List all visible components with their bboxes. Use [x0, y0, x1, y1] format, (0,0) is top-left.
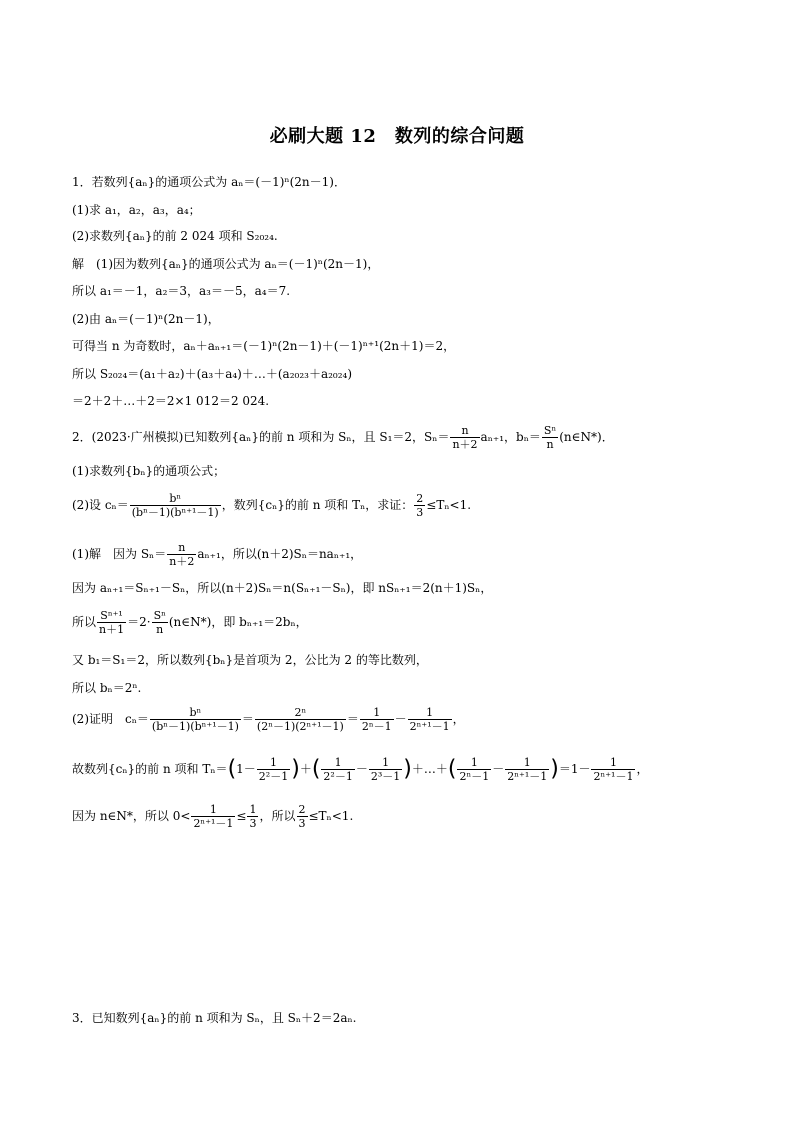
text: 2．(2023·广州模拟)已知数列{aₙ}的前 n 项和为 Sₙ，且 S₁＝2，Sₙ＝ — [72, 430, 450, 444]
text: aₙ₊₁，bₙ＝ — [480, 430, 541, 444]
denominator: n＋1 — [99, 623, 125, 636]
text: ≤Tₙ<1. — [426, 498, 472, 512]
fraction — [257, 756, 290, 783]
solution-2-line — [72, 706, 465, 733]
fraction — [297, 803, 308, 830]
paren: ( — [227, 756, 237, 782]
denominator: 2²－1 — [258, 770, 289, 783]
denominator: n＋2 — [452, 438, 478, 451]
numerator: 1 — [257, 756, 290, 770]
denominator: n — [156, 623, 164, 636]
page-title: 必刷大题 12 数列的综合问题 — [269, 126, 525, 147]
text: 因为 n∈N*，所以 0< — [72, 809, 191, 823]
fraction — [150, 706, 241, 733]
problem-1-part-2: (2)求数列{aₙ}的前 2 024 项和 S₂₀₂₄. — [72, 229, 278, 243]
problem-2-statement — [72, 424, 614, 451]
text: － — [355, 762, 368, 776]
solution-1-line: 可得当 n 为奇数时，aₙ＋aₙ₊₁＝(－1)ⁿ(2n－1)＋(－1)ⁿ⁺¹(2n＋1)＝2， — [72, 339, 456, 353]
fraction — [130, 492, 221, 519]
denominator: 3 — [298, 817, 306, 830]
fraction — [167, 541, 196, 568]
solution-1-line: (2)由 aₙ＝(－1)ⁿ(2n－1)， — [72, 312, 220, 326]
denominator: 3 — [416, 506, 424, 519]
numerator: 1 — [408, 706, 452, 720]
problem-3-statement: 3．已知数列{aₙ}的前 n 项和为 Sₙ，且 Sₙ＋2＝2aₙ. — [72, 1011, 357, 1025]
numerator: bⁿ — [130, 492, 221, 506]
numerator: 1 — [369, 756, 402, 770]
denominator: 2ⁿ－1 — [459, 770, 490, 783]
solution-2-line — [72, 756, 648, 783]
text: ＝ — [241, 712, 254, 726]
solution-1-line: ＝2＋2＋…＋2＝2×1 012＝2 024. — [72, 394, 270, 408]
paren: ( — [447, 756, 457, 782]
denominator: 3 — [249, 817, 257, 830]
text: 1－ — [236, 762, 256, 776]
text: ＋ — [299, 762, 312, 776]
fraction — [247, 803, 258, 830]
denominator: (bⁿ－1)(bⁿ⁺¹－1) — [151, 720, 239, 733]
fraction — [542, 424, 558, 451]
fraction — [321, 756, 354, 783]
denominator: (2ⁿ－1)(2ⁿ⁺¹－1) — [256, 720, 344, 733]
numerator: 1 — [505, 756, 549, 770]
text: (1)解 因为 Sₙ＝ — [72, 547, 167, 561]
denominator: (bⁿ－1)(bⁿ⁺¹－1) — [131, 506, 219, 519]
denominator: 2²－1 — [323, 770, 353, 783]
text: (n∈N*)，即 bₙ₊₁＝2bₙ， — [168, 615, 308, 629]
denominator: n＋2 — [169, 555, 195, 568]
numerator: Sⁿ⁺¹ — [97, 609, 126, 623]
numerator: 2 — [298, 803, 306, 816]
text: 所以 — [72, 615, 97, 629]
numerator: 1 — [591, 756, 635, 770]
paren: ( — [311, 756, 321, 782]
fraction — [191, 803, 235, 830]
fraction — [255, 706, 346, 733]
text: ， — [452, 712, 465, 726]
solution-1-line: 所以 a₁＝－1，a₂＝3，a₃＝－5，a₄＝7. — [72, 284, 291, 298]
paren: ) — [550, 756, 559, 782]
denominator: 2ⁿ－1 — [361, 720, 392, 733]
numerator: n — [167, 541, 196, 555]
text: (n∈N*)． — [559, 430, 614, 444]
numerator: Sⁿ — [153, 609, 166, 622]
problem-1-part-1: (1)求 a₁，a₂，a₃，a₄； — [72, 203, 201, 217]
denominator: 2ⁿ⁺¹－1 — [593, 770, 634, 783]
fraction — [450, 424, 479, 451]
numerator: bⁿ — [150, 706, 241, 720]
solution-2-line: 又 b₁＝S₁＝2，所以数列{bₙ}是首项为 2，公比为 2 的等比数列， — [72, 653, 428, 667]
fraction — [505, 756, 549, 783]
fraction — [369, 756, 402, 783]
solution-2-line — [72, 803, 353, 830]
text: ，所以 — [259, 809, 296, 823]
fraction — [97, 609, 126, 636]
solution-2-line: 所以 bₙ＝2ⁿ. — [72, 681, 142, 695]
numerator: 1 — [457, 756, 491, 770]
fraction — [414, 492, 425, 519]
paren: ) — [291, 756, 300, 782]
text: aₙ₊₁，所以(n＋2)Sₙ＝naₙ₊₁， — [197, 547, 363, 561]
text: ＋…＋ — [411, 762, 448, 776]
paren: ) — [403, 756, 412, 782]
text: ＝ — [346, 712, 359, 726]
fraction — [360, 706, 394, 733]
solution-1-line: 所以 S₂₀₂₄＝(a₁＋a₂)＋(a₃＋a₄)＋…＋(a₂₀₂₃＋a₂₀₂₄) — [72, 367, 353, 381]
fraction — [408, 706, 452, 733]
text: (2)证明 cₙ＝ — [72, 712, 149, 726]
numerator: 1 — [249, 803, 257, 816]
solution-1-line: 解 (1)因为数列{aₙ}的通项公式为 aₙ＝(－1)ⁿ(2n－1)， — [72, 257, 380, 271]
numerator: 1 — [191, 803, 235, 817]
numerator: 2 — [416, 492, 424, 505]
denominator: 2³－1 — [370, 770, 401, 783]
denominator: 2ⁿ⁺¹－1 — [507, 770, 548, 783]
fraction — [591, 756, 635, 783]
denominator: 2ⁿ⁺¹－1 — [409, 720, 450, 733]
text: － — [492, 762, 505, 776]
numerator: 1 — [321, 756, 354, 770]
fraction — [457, 756, 491, 783]
denominator: 2ⁿ⁺¹－1 — [193, 817, 234, 830]
text: ≤ — [236, 809, 247, 823]
solution-2-line — [72, 541, 362, 568]
problem-2-part-1: (1)求数列{bₙ}的通项公式； — [72, 464, 226, 478]
problem-2-part-2 — [72, 492, 471, 519]
text: (2)设 cₙ＝ — [72, 498, 129, 512]
solution-2-line — [72, 609, 308, 636]
text: ，数列{cₙ}的前 n 项和 Tₙ，求证： — [221, 498, 414, 512]
numerator: Sⁿ — [543, 424, 557, 437]
solution-2-line: 因为 aₙ₊₁＝Sₙ₊₁－Sₙ，所以(n＋2)Sₙ＝n(Sₙ₊₁－Sₙ)，即 nSₙ₊₁＝2(n＋1)Sₙ， — [72, 581, 493, 595]
fraction — [152, 609, 168, 636]
text: ， — [636, 762, 649, 776]
denominator: n — [546, 438, 554, 451]
text: ≤Tₙ<1. — [308, 809, 354, 823]
numerator: 1 — [360, 706, 394, 720]
text: 故数列{cₙ}的前 n 项和 Tₙ＝ — [72, 762, 228, 776]
text: ＝2· — [127, 615, 151, 629]
problem-1-statement: 1．若数列{aₙ}的通项公式为 aₙ＝(－1)ⁿ(2n－1)． — [72, 175, 346, 189]
numerator: 2ⁿ — [255, 706, 346, 720]
numerator: n — [450, 424, 479, 438]
text: － — [394, 712, 407, 726]
text: ＝1－ — [558, 762, 591, 776]
